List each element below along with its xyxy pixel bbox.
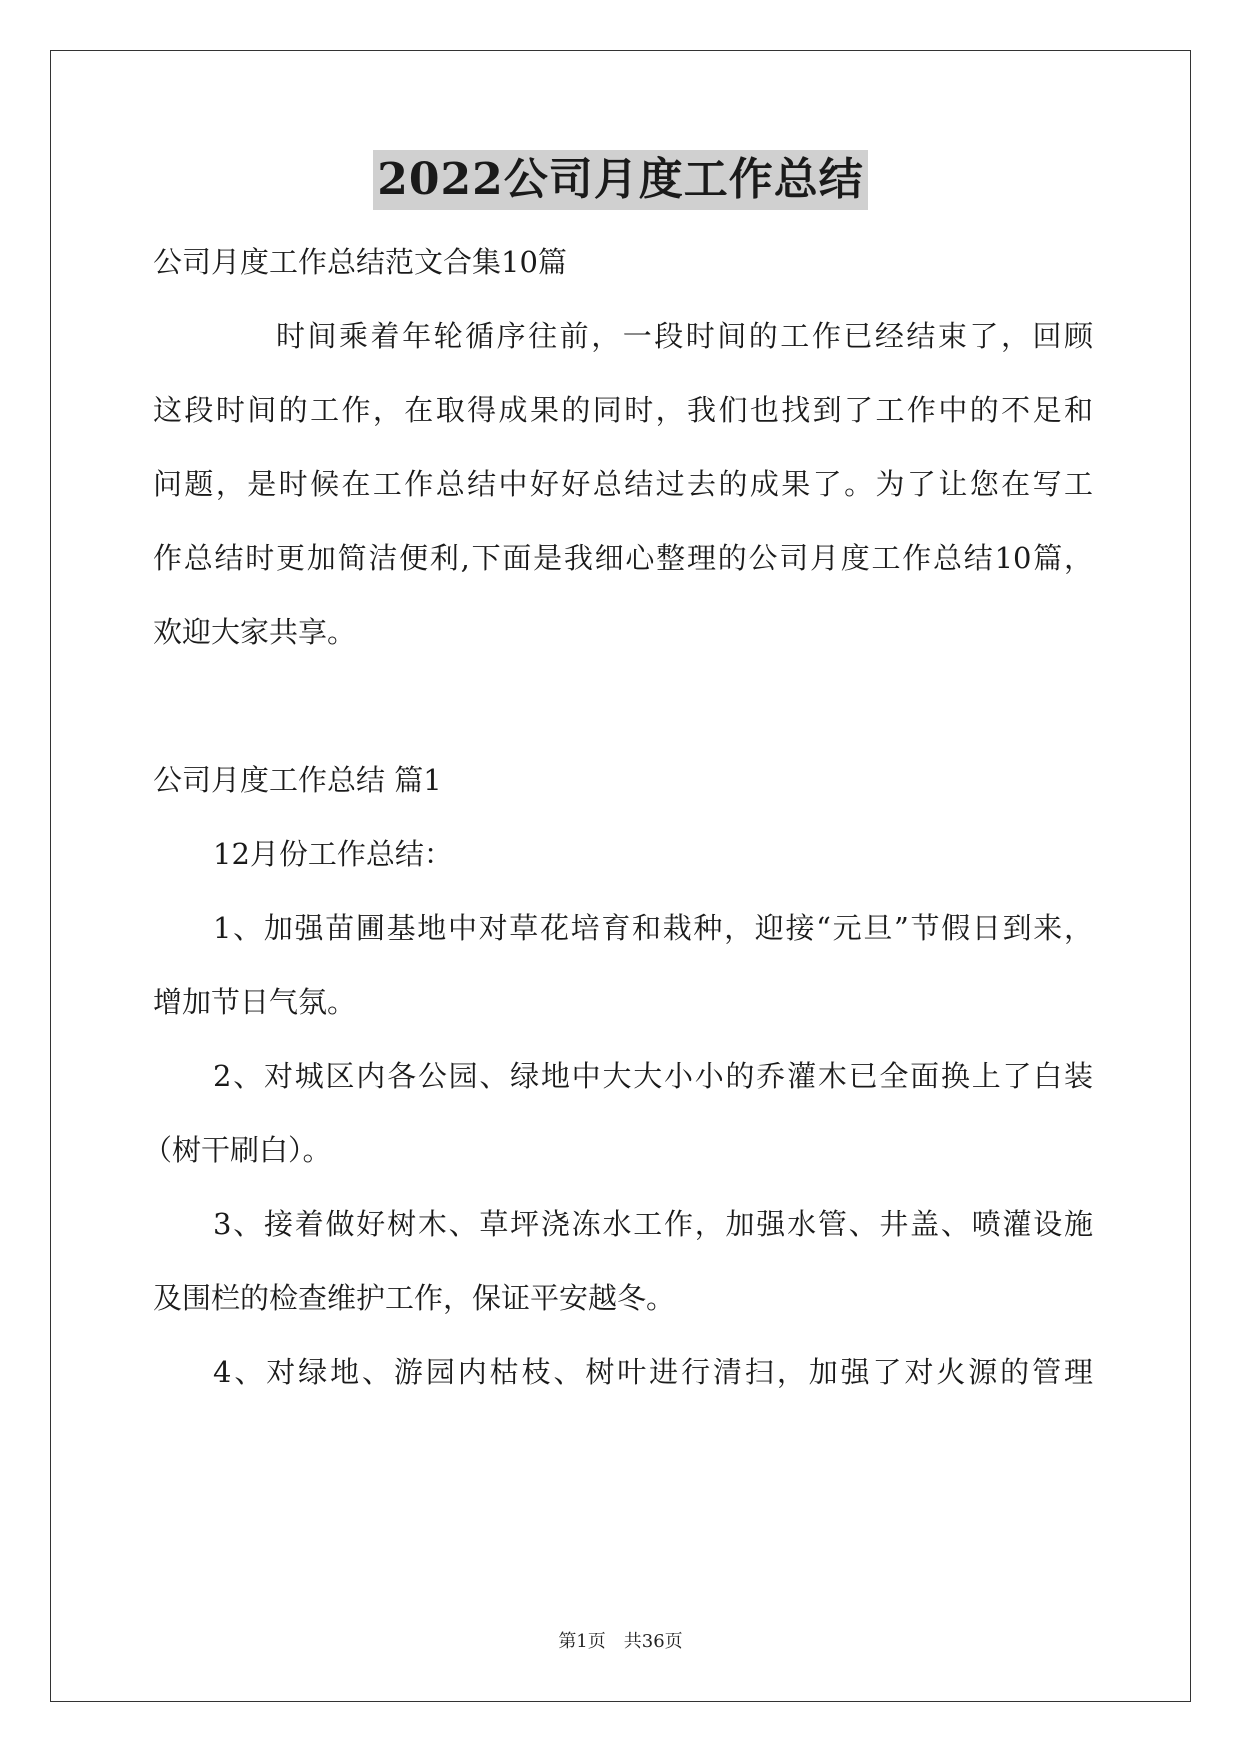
paragraph-line: 欢迎大家共享。	[153, 615, 357, 649]
section-heading: 公司月度工作总结 篇1	[153, 763, 442, 797]
paragraph-line: 1、加强苗圃基地中对草花培育和栽种，迎接“元旦”节假日到来，	[213, 911, 1093, 945]
page-border	[50, 50, 1191, 1702]
paragraph-line: 4、对绿地、游园内枯枝、树叶进行清扫，加强了对火源的管理	[213, 1355, 1093, 1389]
document-title: 2022公司月度工作总结	[373, 150, 867, 210]
paragraph-line: （树干刷白）。	[143, 1133, 332, 1167]
paragraph-line: 作总结时更加简洁便利,下面是我细心整理的公司月度工作总结10篇，	[153, 541, 1093, 575]
paragraph-line: 这段时间的工作，在取得成果的同时，我们也找到了工作中的不足和	[153, 393, 1093, 427]
subtitle-line: 公司月度工作总结范文合集10篇	[153, 245, 567, 279]
paragraph-line: 增加节日气氛。	[153, 985, 357, 1019]
paragraph-line: 12月份工作总结：	[213, 837, 453, 871]
paragraph-line: 问题，是时候在工作总结中好好总结过去的成果了。为了让您在写工	[153, 467, 1093, 501]
paragraph-line: 时间乘着年轮循序往前，一段时间的工作已经结束了，回顾	[276, 319, 1093, 353]
title-container	[0, 150, 1241, 210]
page-number-footer: 第1页 共36页	[558, 1631, 683, 1652]
paragraph-line: 及围栏的检查维护工作，保证平安越冬。	[153, 1281, 676, 1315]
paragraph-line: 2、对城区内各公园、绿地中大大小小的乔灌木已全面换上了白装	[213, 1059, 1093, 1093]
paragraph-line: 3、接着做好树木、草坪浇冻水工作，加强水管、井盖、喷灌设施	[213, 1207, 1093, 1241]
